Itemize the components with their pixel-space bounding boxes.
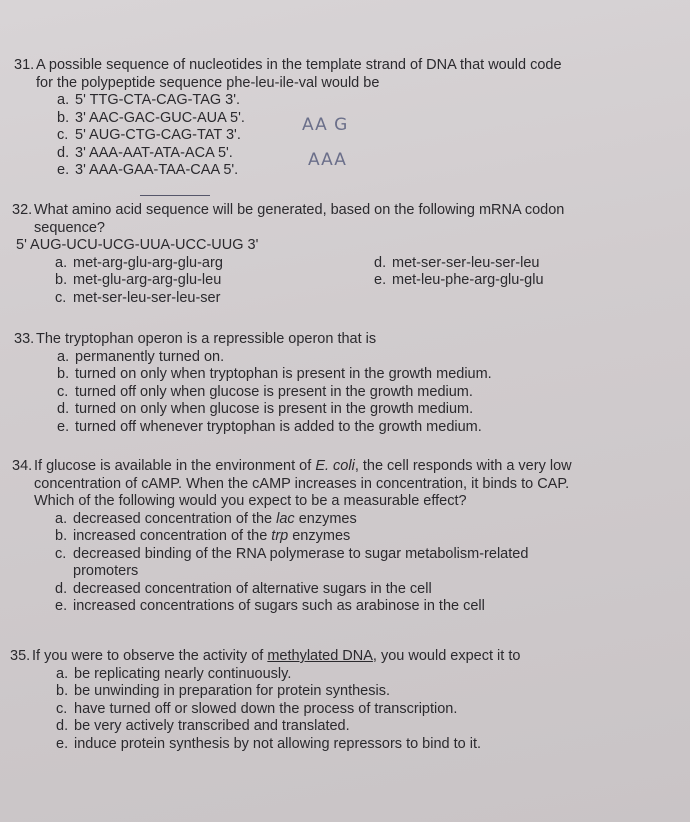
option-letter: c. xyxy=(56,700,68,717)
option-c-continued xyxy=(12,563,682,581)
option-a[interactable] xyxy=(14,92,682,110)
handwritten-note: AAA xyxy=(308,150,347,170)
option-letter: c. xyxy=(55,545,67,562)
underlined-term: methylated DNA xyxy=(267,648,373,664)
question-32 xyxy=(12,202,682,307)
option-text: enzymes xyxy=(294,510,357,527)
option-text: 5' AUG-CTG-CAG-TAT 3'. xyxy=(75,127,241,143)
option-letter: c. xyxy=(57,383,69,400)
question-text: , you would expect it to xyxy=(372,648,521,664)
option-e[interactable] xyxy=(14,419,682,437)
option-e[interactable] xyxy=(10,736,682,754)
option-text: 3' AAA-GAA-TAA-CAA 5'. xyxy=(75,162,239,178)
question-number: 35. xyxy=(10,648,31,664)
option-letter: d. xyxy=(57,144,70,161)
organism-name: E. coli xyxy=(315,458,355,474)
option-letter: a. xyxy=(56,665,69,682)
question-text: , the cell responds with a very low xyxy=(354,458,572,474)
option-letter: e. xyxy=(57,162,70,178)
option-letter: a. xyxy=(57,348,70,365)
option-letter: d. xyxy=(56,718,69,734)
options-left-column xyxy=(12,255,332,308)
option-text: permanently turned on. xyxy=(75,348,225,365)
question-text-continued: concentration of cAMP. When the cAMP increases in concentration, it binds to CAP. xyxy=(34,475,570,492)
operon-name: trp xyxy=(271,528,289,544)
question-33-stem xyxy=(14,331,682,349)
option-d[interactable] xyxy=(10,718,682,736)
option-d[interactable] xyxy=(14,145,682,163)
options-grid xyxy=(12,255,682,308)
question-34-stem xyxy=(12,458,682,511)
pen-underline xyxy=(140,195,210,196)
question-text-continued: sequence? xyxy=(34,219,105,236)
option-letter: b. xyxy=(55,272,68,288)
option-text: decreased concentration of alternative sugars in the cell xyxy=(73,580,432,597)
question-number: 31. xyxy=(14,57,35,73)
question-number: 32. xyxy=(12,202,33,218)
mrna-sequence: 5' AUG-UCU-UCG-UUA-UCC-UUG 3' xyxy=(16,237,259,253)
options-right-column xyxy=(332,255,652,308)
option-text: increased concentration of the xyxy=(73,528,272,544)
handwritten-note: AA G xyxy=(302,115,349,135)
option-text: met-leu-phe-arg-glu-glu xyxy=(392,272,544,288)
option-b[interactable] xyxy=(12,528,682,546)
question-text: The tryptophan operon is a repressible operon that is xyxy=(36,331,377,347)
question-33 xyxy=(14,331,682,436)
option-a[interactable] xyxy=(12,255,332,273)
option-text: met-glu-arg-arg-glu-leu xyxy=(73,272,222,288)
option-text: be very actively transcribed and translated. xyxy=(74,718,350,734)
operon-name: lac xyxy=(276,510,295,527)
option-text: decreased concentration of the xyxy=(73,510,277,527)
option-text: turned on only when glucose is present in the growth medium. xyxy=(75,401,474,417)
option-letter: a. xyxy=(55,254,68,271)
option-a[interactable] xyxy=(14,349,682,367)
option-letter: e. xyxy=(57,418,70,435)
option-d[interactable] xyxy=(332,255,652,273)
option-text: 3' AAC-GAC-GUC-AUA 5'. xyxy=(75,109,245,126)
option-d[interactable] xyxy=(12,581,682,599)
option-letter: b. xyxy=(57,109,70,126)
option-letter: d. xyxy=(374,254,387,271)
question-number: 33. xyxy=(14,331,35,347)
option-text: be replicating nearly continuously. xyxy=(74,665,292,682)
option-a[interactable] xyxy=(10,666,682,684)
option-letter: b. xyxy=(56,683,69,699)
option-text: induce protein synthesis by not allowing repressors to bind to it. xyxy=(74,735,482,752)
option-c[interactable] xyxy=(12,290,332,308)
option-text: 3' AAA-AAT-ATA-ACA 5'. xyxy=(75,144,233,161)
option-e[interactable] xyxy=(14,162,682,180)
question-text: If glucose is available in the environment of xyxy=(34,458,316,474)
question-text-continued: for the polypeptide sequence phe-leu-ile-val would be xyxy=(36,74,380,91)
option-e[interactable] xyxy=(332,272,652,290)
question-text: What amino acid sequence will be generated, based on the following mRNA codon xyxy=(34,202,565,218)
option-d[interactable] xyxy=(14,401,682,419)
option-a[interactable] xyxy=(12,511,682,529)
question-text-continued: Which of the following would you expect to be a measurable effect? xyxy=(34,493,467,509)
option-letter: e. xyxy=(374,272,387,288)
option-letter: b. xyxy=(55,528,68,544)
option-letter: b. xyxy=(57,366,70,382)
option-text: have turned off or slowed down the process of transcription. xyxy=(74,700,458,717)
option-b[interactable] xyxy=(10,683,682,701)
question-35-stem xyxy=(10,648,682,666)
option-text: 5' TTG-CTA-CAG-TAG 3'. xyxy=(75,92,241,108)
option-c[interactable] xyxy=(14,384,682,402)
option-text: turned off only when glucose is present in the growth medium. xyxy=(75,383,473,400)
option-text: promoters xyxy=(73,563,139,579)
option-b[interactable] xyxy=(14,366,682,384)
question-number: 34. xyxy=(12,458,33,474)
option-letter: d. xyxy=(55,580,68,597)
question-text: A possible sequence of nucleotides in the template strand of DNA that would code xyxy=(36,57,562,73)
option-letter: e. xyxy=(55,598,68,614)
option-text: be unwinding in preparation for protein synthesis. xyxy=(74,683,390,699)
question-text: If you were to observe the activity of xyxy=(32,648,268,664)
option-c[interactable] xyxy=(12,546,682,564)
option-letter: d. xyxy=(57,401,70,417)
option-letter: a. xyxy=(55,510,68,527)
option-c[interactable] xyxy=(10,701,682,719)
option-letter: c. xyxy=(57,127,69,143)
option-text: met-ser-leu-ser-leu-ser xyxy=(73,289,221,306)
question-35 xyxy=(10,648,682,753)
question-31-stem xyxy=(14,57,682,92)
question-34 xyxy=(12,458,682,616)
option-letter: e. xyxy=(56,735,69,752)
option-letter: c. xyxy=(55,289,67,306)
question-32-stem xyxy=(12,202,682,237)
option-letter: a. xyxy=(57,92,70,108)
option-text: enzymes xyxy=(288,528,351,544)
option-text: increased concentrations of sugars such as arabinose in the cell xyxy=(73,598,485,614)
option-text: turned on only when tryptophan is present in the growth medium. xyxy=(75,366,492,382)
option-b[interactable] xyxy=(12,272,332,290)
option-text: decreased binding of the RNA polymerase to sugar metabolism-related xyxy=(73,545,529,562)
option-text: met-arg-glu-arg-glu-arg xyxy=(73,254,223,271)
option-text: met-ser-ser-leu-ser-leu xyxy=(392,254,540,271)
option-e[interactable] xyxy=(12,598,682,616)
option-text: turned off whenever tryptophan is added to the growth medium. xyxy=(75,418,482,435)
